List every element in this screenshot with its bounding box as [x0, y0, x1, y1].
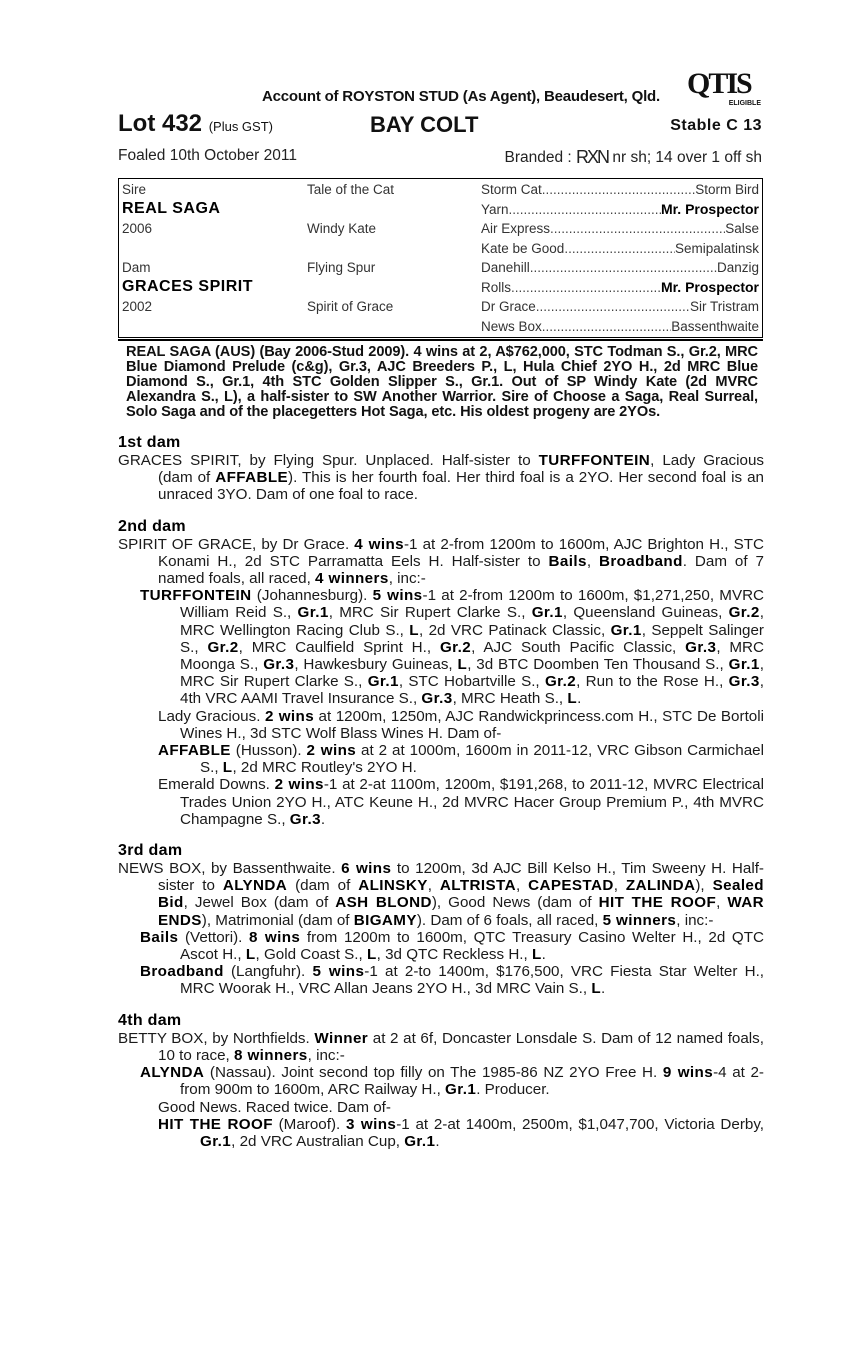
highlighted-text: 9 wins: [662, 1064, 714, 1082]
qtis-logo-sub: ELIGIBLE: [728, 100, 761, 107]
text-run: at 1200m, 1250m, AJC Randwickprincess.com H., STC De Bortoli Wines H., 3d STC Wolf Blass Wines H. Dam of-: [180, 707, 764, 742]
highlighted-text: Bails: [140, 928, 179, 946]
highlighted-text: Gr.3: [728, 673, 760, 691]
text-run: SPIRIT OF GRACE, by Dr Grace.: [118, 535, 355, 553]
text-run: , inc:-: [676, 911, 714, 929]
highlighted-text: Gr.1: [404, 1132, 436, 1150]
text-run: (Nassau). Joint second top filly on The 1985-86 NZ 2YO Free H.: [204, 1064, 663, 1082]
ancestor-sire: Sir Tristram: [690, 299, 759, 314]
text-run: , Hawkesbury Guineas,: [294, 656, 458, 674]
text-run: (Vettori).: [178, 928, 250, 946]
highlighted-text: TURFFONTEIN: [538, 452, 651, 469]
text-run: , Seppelt Salinger S.,: [180, 621, 764, 656]
dam-section: [118, 434, 764, 504]
text-run: , 2d VRC Australian Cup,: [231, 1132, 405, 1150]
highlighted-text: L: [567, 690, 578, 708]
catalogue-body: [118, 345, 764, 1150]
pedigree-paragraph: [118, 963, 764, 997]
text-run: -1 at 2-from 1200m to 1600m, AJC Brighton H., STC Konami H., 2d STC Parramatta Eels H. Half-sister to: [158, 535, 764, 570]
highlighted-text: ZALINDA: [625, 877, 696, 895]
sire-name: REAL SAGA: [122, 200, 221, 217]
text-run: , inc:-: [307, 1046, 345, 1064]
great-grandparent-row: [481, 278, 759, 297]
text-run: (Maroof).: [272, 1115, 346, 1133]
highlighted-text: Gr.3: [421, 690, 453, 708]
text-run: , Gold Coast S.,: [255, 946, 367, 964]
highlighted-text: Gr.1: [728, 656, 760, 674]
ancestor-name: Yarn: [481, 201, 509, 217]
ancestor-sire: Salse: [725, 221, 759, 236]
pedigree-paragraph: [118, 860, 764, 929]
ancestor-name: Air Express: [481, 221, 551, 236]
text-run: ,: [427, 877, 440, 895]
highlighted-text: ALTRISTA: [439, 877, 516, 895]
highlighted-text: Gr.2: [728, 604, 760, 622]
section-heading: 4th dam: [118, 1011, 182, 1029]
highlighted-text: Gr.1: [367, 673, 399, 691]
great-grandparent-row: [481, 258, 759, 277]
text-run: , MRC Sir Rupert Clarke S.,: [180, 656, 764, 691]
pedigree-paragraph: [118, 536, 764, 588]
highlighted-text: 4 winners: [315, 570, 389, 588]
highlighted-text: Gr.3: [263, 656, 295, 674]
ancestor-sire: Storm Bird: [695, 182, 759, 197]
highlighted-text: AFFABLE: [158, 742, 231, 760]
text-run: ). This is her fourth foal. Her third foal is a 2YO. Her second foal is an unraced 3YO. Dam of one foal to race.: [158, 469, 764, 504]
highlighted-text: WAR ENDS: [158, 894, 764, 929]
text-run: -1 at 2-at 1100m, 1200m, $191,268, to 2011-12, MVRC Electrical Trades Union 2YO H., ATC Keune H., 2d MVRC Hacer Group Premium P., 4th MVRC Champagne S.,: [180, 776, 764, 828]
branded-detail: nr sh; 14 over 1 off sh: [612, 149, 762, 166]
leader-dots: [511, 278, 661, 297]
highlighted-text: 6 wins: [341, 860, 392, 878]
highlighted-text: ALINSKY: [358, 877, 428, 895]
highlighted-text: 2 wins: [306, 742, 357, 760]
highlighted-text: L: [531, 946, 542, 964]
foaled-date: Foaled 10th October 2011: [118, 147, 297, 164]
text-run: -1 at 2-from 1200m to 1600m, $1,271,250, MVRC William Reid S.,: [180, 587, 765, 622]
highlighted-text: Winner: [314, 1029, 369, 1047]
text-run: Good News. Raced twice. Dam of-: [158, 1098, 391, 1116]
ancestor-sire: Mr. Prospector: [660, 200, 759, 217]
highlighted-text: Gr.2: [544, 673, 577, 691]
section-heading: 1st dam: [118, 434, 181, 451]
pedigree-table: [118, 178, 763, 338]
highlighted-text: ALYNDA: [140, 1064, 205, 1082]
pedigree-paragraph: [118, 742, 764, 776]
text-run: , STC Hobartville S.,: [398, 673, 545, 691]
stable-location: Stable C 13: [670, 117, 762, 134]
leader-dots: [550, 219, 725, 238]
highlighted-text: AFFABLE: [215, 469, 289, 487]
pedigree-paragraph: [118, 1116, 764, 1150]
dam-section: [118, 518, 764, 828]
highlighted-text: L: [457, 656, 468, 674]
sire-year: 2006: [122, 221, 153, 236]
highlighted-text: 5 winners: [602, 911, 677, 929]
text-run: , 3d BTC Doomben Ten Thousand S.,: [467, 656, 729, 674]
leader-dots: [564, 239, 675, 258]
text-run: , AJC South Pacific Classic,: [471, 638, 686, 656]
highlighted-text: BIGAMY: [353, 911, 417, 929]
highlighted-text: Gr.3: [289, 810, 321, 828]
text-run: .: [541, 946, 546, 964]
highlighted-text: 2 wins: [274, 776, 324, 794]
highlighted-text: Gr.1: [531, 604, 563, 622]
granddam-paternal: Windy Kate: [307, 221, 377, 236]
highlighted-text: L: [245, 946, 256, 964]
highlighted-text: ALYNDA: [222, 877, 288, 895]
highlighted-text: 4 wins: [354, 535, 404, 553]
ancestor-sire: Mr. Prospector: [660, 278, 759, 295]
dam-year: 2002: [122, 299, 153, 314]
pedigree-paragraph: [118, 452, 764, 504]
text-run: , 2d VRC Patinack Classic,: [418, 621, 611, 639]
leader-dots: [542, 317, 671, 336]
text-run: ,: [586, 552, 599, 570]
qtis-eligible-logo: [683, 67, 763, 110]
grandsire-paternal: Tale of the Cat: [307, 182, 395, 197]
branded-label: Branded :: [504, 149, 572, 166]
text-run: ). Dam of 6 foals, all raced,: [416, 911, 603, 929]
text-run: BETTY BOX, by Northfields.: [118, 1029, 315, 1047]
text-run: -1 at 2-to 1400m, $176,500, VRC Fiesta Star Welter H., MRC Woorak H., VRC Allan Jeans 2YO H., 3d MRC Vain S.,: [180, 963, 765, 998]
text-run: (Langfuhr).: [223, 963, 313, 981]
pedigree-paragraph: [118, 929, 764, 963]
highlighted-text: L: [591, 980, 602, 998]
text-run: , 4th VRC AAMI Travel Insurance S.,: [180, 673, 765, 708]
text-run: .: [601, 980, 606, 998]
text-run: , Run to the Rose H.,: [576, 673, 729, 691]
highlighted-text: 5 wins: [372, 587, 423, 605]
ancestor-name: Danehill: [481, 260, 530, 275]
highlighted-text: Bails: [548, 552, 587, 570]
text-run: ), Matrimonial (dam of: [201, 911, 354, 929]
text-run: ),: [695, 877, 713, 895]
pedigree-paragraph: [118, 708, 764, 742]
sire-label: Sire: [122, 182, 147, 197]
highlighted-text: Gr.2: [207, 638, 239, 656]
vendor-line: Account of ROYSTON STUD (As Agent), Beaudesert, Qld.: [262, 88, 660, 105]
highlighted-text: 2 wins: [264, 707, 315, 725]
pedigree-paragraph: [118, 587, 764, 707]
lot-label: Lot 432: [118, 110, 203, 137]
highlighted-text: 8 wins: [249, 928, 301, 946]
text-run: (Johannesburg).: [251, 587, 373, 605]
highlighted-text: HIT THE ROOF: [158, 1115, 273, 1133]
text-run: , Jewel Box (dam of: [183, 894, 336, 912]
family-sections: [118, 434, 764, 1150]
section-heading: 2nd dam: [118, 517, 186, 535]
great-grandparent-row: [481, 219, 759, 238]
text-run: , MRC Caulfield Sprint H.,: [238, 638, 440, 656]
text-run: , Queensland Guineas,: [562, 604, 729, 622]
text-run: .: [320, 810, 326, 828]
highlighted-text: Gr.1: [200, 1132, 232, 1150]
text-run: from 1200m to 1600m, QTC Treasury Casino Welter H., 2d QTC Ascot H.,: [180, 928, 764, 964]
text-run: ,: [515, 877, 529, 895]
text-run: at 2 at 1000m, 1600m in 2011-12, VRC Gibson Carmichael S.,: [200, 742, 764, 777]
leader-dots: [530, 258, 717, 277]
dam-label: Dam: [122, 260, 151, 275]
divider: [118, 339, 763, 341]
great-grandparent-row: [481, 297, 759, 316]
text-run: , 3d QTC Reckless H.,: [376, 946, 532, 964]
brand-mark: RXN: [576, 147, 609, 167]
text-run: (dam of: [287, 877, 359, 895]
text-run: , 2d MRC Routley's 2YO H.: [232, 759, 417, 777]
highlighted-text: L: [222, 759, 233, 777]
dam-section: [118, 1012, 764, 1150]
text-run: .: [577, 690, 582, 708]
highlighted-text: TURFFONTEIN: [140, 587, 252, 605]
text-run: .: [435, 1132, 440, 1150]
text-run: , MRC Wellington Racing Club S.,: [180, 604, 764, 639]
great-grandparent-row: [481, 239, 759, 258]
highlighted-text: Gr.2: [439, 638, 472, 656]
gst-note: (Plus GST): [208, 119, 273, 134]
highlighted-text: 3 wins: [345, 1115, 397, 1133]
text-run: . Producer.: [476, 1081, 550, 1099]
highlighted-text: ASH BLOND: [335, 894, 432, 912]
highlighted-text: Gr.1: [610, 621, 642, 639]
great-grandparent-row: [481, 180, 759, 199]
section-heading: 3rd dam: [118, 842, 183, 860]
highlighted-text: Broadband: [140, 963, 224, 981]
text-run: -1 at 2-at 1400m, 2500m, $1,047,700, Victoria Derby,: [396, 1115, 765, 1133]
highlighted-text: Broadband: [599, 552, 683, 570]
qtis-logo-text: QTIS: [687, 67, 751, 100]
text-run: ), Good News (dam of: [431, 894, 599, 912]
ancestor-sire: Bassenthwaite: [671, 318, 759, 334]
branded-info: [505, 147, 763, 168]
dam-name: GRACES SPIRIT: [122, 278, 253, 295]
text-run: at 2 at 6f, Doncaster Lonsdale S. Dam of 12 named foals, 10 to race,: [158, 1029, 764, 1064]
pedigree-paragraph: [118, 1064, 764, 1098]
text-run: , Lady Gracious (dam of: [158, 452, 764, 487]
granddam-maternal: Spirit of Grace: [307, 299, 394, 314]
dam-section: [118, 842, 764, 998]
text-run: . Dam of 7 named foals, all raced,: [158, 552, 764, 588]
ancestor-sire: Danzig: [716, 260, 759, 275]
highlighted-text: Gr.1: [445, 1081, 477, 1099]
ancestor-name: Storm Cat: [481, 182, 542, 197]
highlighted-text: Sealed Bid: [158, 877, 764, 912]
text-run: GRACES SPIRIT, by Flying Spur. Unplaced. Half-sister to: [118, 452, 539, 469]
pedigree-paragraph: [118, 1099, 764, 1116]
highlighted-text: L: [366, 946, 377, 964]
grandsire-maternal: Flying Spur: [307, 260, 376, 275]
pedigree-paragraph: [118, 1030, 764, 1064]
leader-dots: [542, 180, 695, 199]
text-run: to 1200m, 3d AJC Bill Kelso H., Tim Sweeny H. Half-sister to: [158, 860, 764, 895]
highlighted-text: Gr.1: [297, 604, 329, 622]
leader-dots: [536, 297, 690, 316]
text-run: ,: [716, 894, 728, 912]
highlighted-text: Gr.3: [685, 638, 717, 656]
text-run: NEWS BOX, by Bassenthwaite.: [118, 860, 342, 878]
highlighted-text: HIT THE ROOF: [598, 894, 717, 912]
text-run: Emerald Downs.: [158, 776, 275, 794]
ancestor-name: News Box: [481, 318, 542, 334]
text-run: -4 at 2-from 900m to 1600m, ARC Railway H.,: [180, 1064, 764, 1099]
great-grandparent-row: [481, 200, 759, 219]
highlighted-text: 8 winners: [233, 1046, 308, 1064]
ancestor-name: Dr Grace: [481, 299, 536, 314]
ancestor-sire: Semipalatinsk: [674, 240, 759, 256]
text-run: , MRC Moonga S.,: [180, 638, 764, 674]
lot-number: [118, 110, 273, 138]
highlighted-text: CAPESTAD: [528, 877, 614, 895]
pedigree-paragraph: [118, 776, 764, 828]
ancestor-name: Kate be Good: [481, 240, 565, 256]
text-run: , MRC Heath S.,: [452, 690, 568, 708]
highlighted-text: 5 wins: [312, 963, 365, 981]
ancestor-name: Rolls: [481, 279, 512, 295]
great-grandparent-row: [481, 317, 759, 336]
leader-dots: [509, 200, 661, 219]
text-run: ,: [613, 877, 626, 895]
text-run: Lady Gracious.: [158, 707, 265, 725]
horse-description: BAY COLT: [370, 112, 479, 137]
text-run: (Husson).: [230, 742, 307, 760]
text-run: , MRC Sir Rupert Clarke S.,: [328, 604, 532, 622]
text-run: , inc:-: [388, 570, 426, 588]
highlighted-text: L: [409, 621, 419, 639]
sire-summary: REAL SAGA (AUS) (Bay 2006-Stud 2009). 4 wins at 2, A$762,000, STC Todman S., Gr.2, MRC Blue Diamond Prelude (c&g), Gr.3, AJC Breeders P., L, Hula Chief 2YO H., 2d MRC Blue Diamond S., Gr.1, 4th STC Golden Slipper S., Gr.1. Out of SP Windy Kate (2d MVRC Alexandra S., L), a half-sister to SW Another Warrior. Sire of Choose a Saga, Real Surreal, Solo Saga and of the placegetters Hot Saga, etc. His oldest progeny are 2YOs.: [126, 344, 758, 420]
